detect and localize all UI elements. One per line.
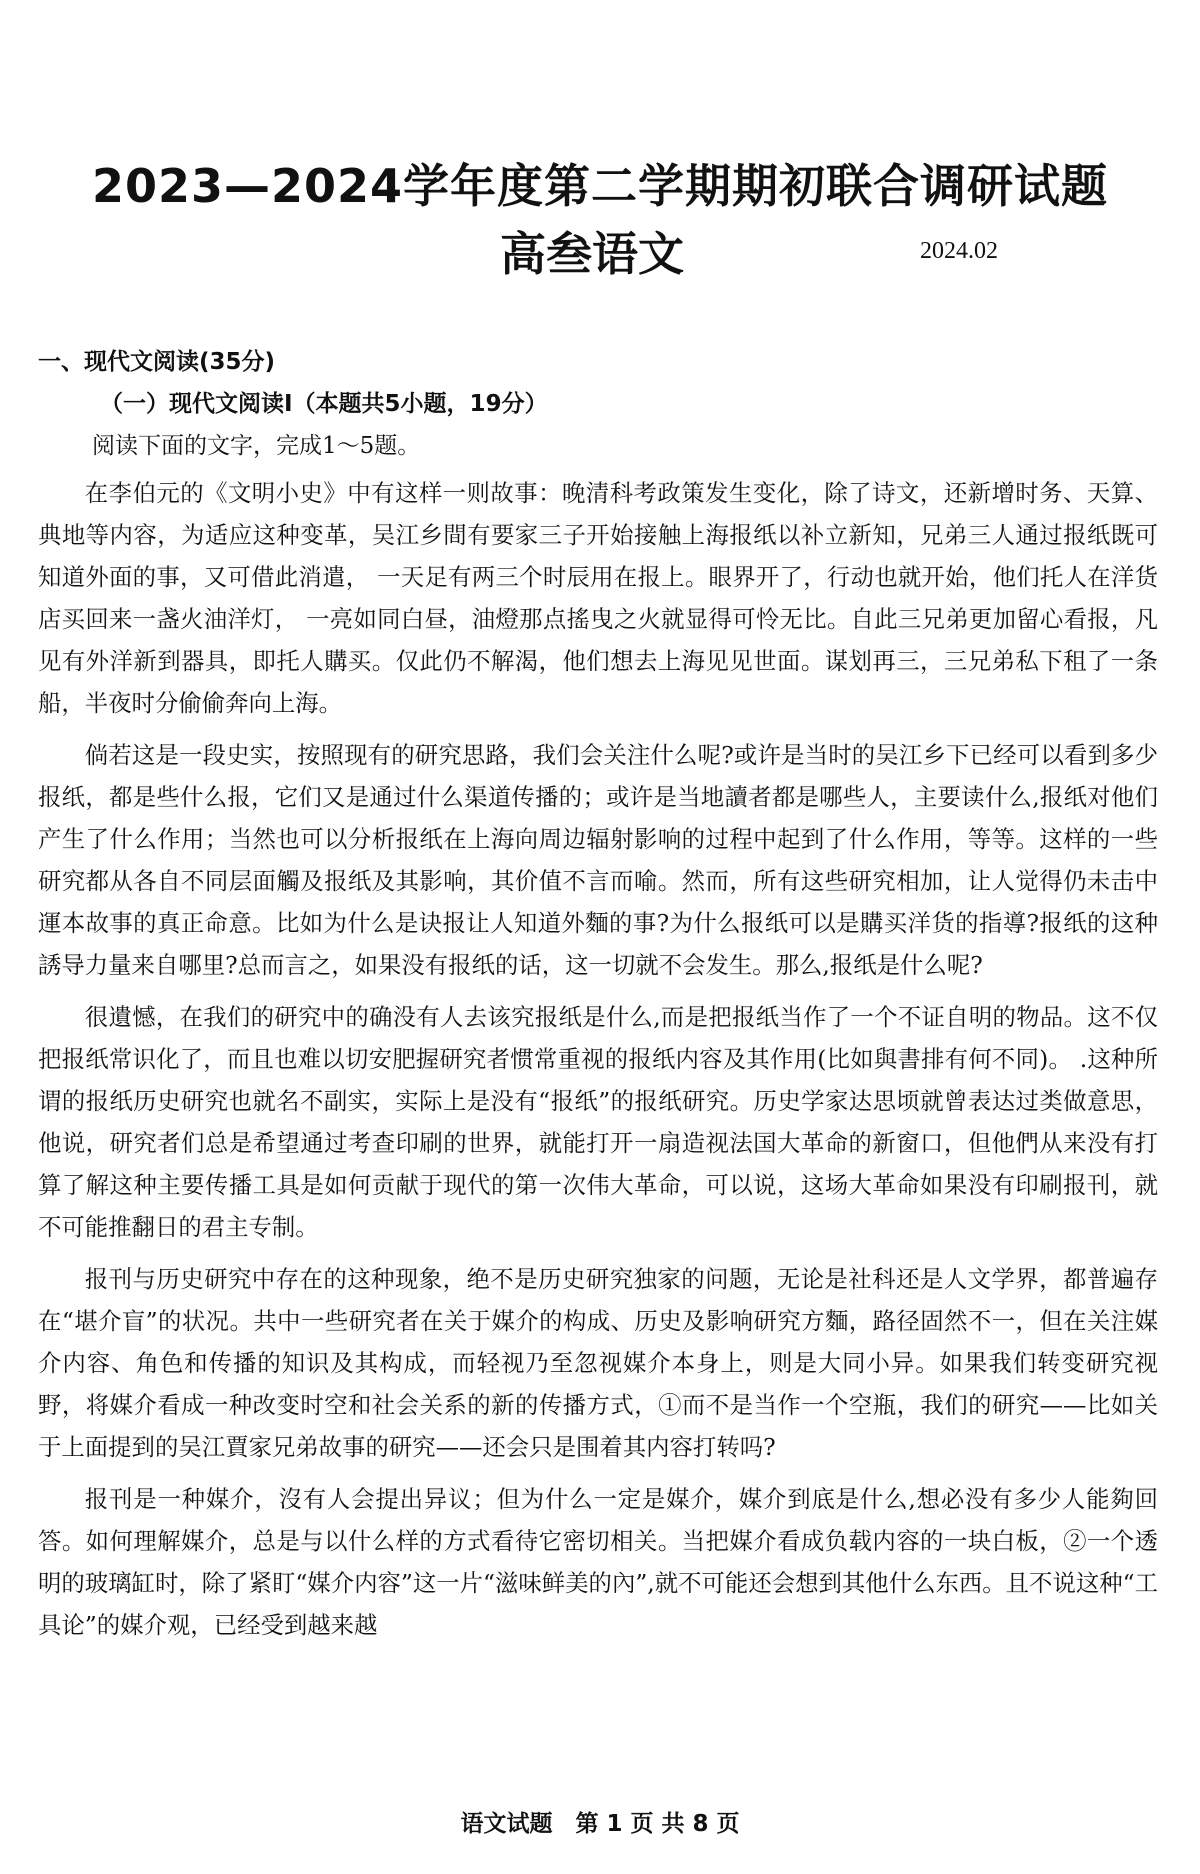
passage-paragraph-5: 报刊是一种媒介，沒有人会提出异议；但为什么一定是媒介，媒介到底是什么,想必没有多少人能夠回答。如何理解媒介，总是与以什么样的方式看待它密切相关。当把媒介看成负载内容的一块白板，②一个透明的玻璃缸时，除了紧盯“媒介内容”这一片“滋味鲜美的內”,就不可能还会想到其他什么东西。且不说这种“工具论”的媒介观，已经受到越来越: [38, 1485, 1158, 1639]
passage-paragraph-3: 很遺憾，在我们的研究中的确没有人去该究报纸是什么,而是把报纸当作了一个不证自明的物品。这不仅把报纸常识化了，而且也难以切安肥握研究者惯常重视的报纸内容及其作用(比如與書排有何不同)。 .这种所谓的报纸历史研究也就名不副实，实际上是没有“报纸”的报纸研究。历史学家达思顷就曾表达过类做意思，他说，研究者们总是希望通过考查印刷的世界，就能打开一扇造视法国大革命的新窗口，但他們从来没有打算了解这种主要传播工具是如何贡献于现代的第一次伟大革命，可以说，这场大革命如果没有印刷报刊，就不可能推翻日的君主专制。: [38, 1003, 1158, 1241]
reading-instruction: 阅读下面的文字，完成1～5题。: [92, 433, 421, 459]
passage-paragraph-1: 在李伯元的《文明小史》中有这样一则故事：晚清科考政策发生变化，除了诗文，还新增时务、天算、典地等内容，为适应这种变革，吴江乡間有要家三子开始接触上海报纸以补立新知，兄弟三人通过报纸既可知道外面的事，又可借此消遣， 一天足有两三个时辰用在报上。眼界开了，行动也就开始，他们托人在洋货店买回来一盏火油洋灯， 一亮如同白昼，油燈那点搖曳之火就显得可怜无比。自此三兄弟更加留心看报，凡见有外洋新到器具，即托人購买。仅此仍不解渴，他们想去上海见见世面。谋划再三，三兄弟私下租了一条船，半夜时分偷偷奔向上海。: [38, 479, 1158, 717]
reading-passage: [38, 472, 1158, 1656]
subject-title: 高叁语文: [500, 227, 684, 281]
passage-paragraph-4: 报刊与历史研究中存在的这种现象，绝不是历史研究独家的问题，无论是社科还是人文学界，都普遍存在“堪介盲”的状况。共中一些研究者在关于媒介的构成、历史及影响研究方麵，路径固然不一，但在关注媒介内容、角色和传播的知识及其构成，而轻视乃至忽视媒介本身上，则是大同小异。如果我们转变研究视野，将媒介看成一种改变时空和社会关系的新的传播方式，①而不是当作一个空瓶，我们的研究——比如关于上面提到的吴江賈家兄弟故事的研究——还会只是围着其内容打转吗?: [38, 1265, 1158, 1461]
exam-date: 2024.02: [920, 238, 998, 264]
exam-title: 2023—2024学年度第二学期期初联合调研试题: [91, 159, 1109, 213]
passage-paragraph-2: 倘若这是一段史实，按照现有的研究思路，我们会关注什么呢?或许是当时的吴江乡下已经可以看到多少报纸，都是些什么报，它们又是通过什么渠道传播的；或许是当地讀者都是哪些人，主要读什么,报纸对他们产生了什么作用；当然也可以分析报纸在上海向周边辐射影响的过程中起到了什么作用，等等。这样的一些研究都从各自不同层面觸及报纸及其影响，其价值不言而喻。然而，所有这些研究相加，让人觉得仍未击中運本故事的真正命意。比如为什么是诀报让人知道外麵的事?为什么报纸可以是購买洋货的指導?报纸的这种誘导力量来自哪里?总而言之，如果没有报纸的话，这一切就不会发生。那么,报纸是什么呢?: [38, 741, 1158, 979]
page-footer: 语文试题 第 1 页 共 8 页: [460, 1811, 740, 1837]
section-heading: 一、现代文阅读(35分): [38, 349, 276, 375]
sub-section-heading: （一）现代文阅读Ⅰ（本题共5小题，19分）: [100, 391, 548, 417]
